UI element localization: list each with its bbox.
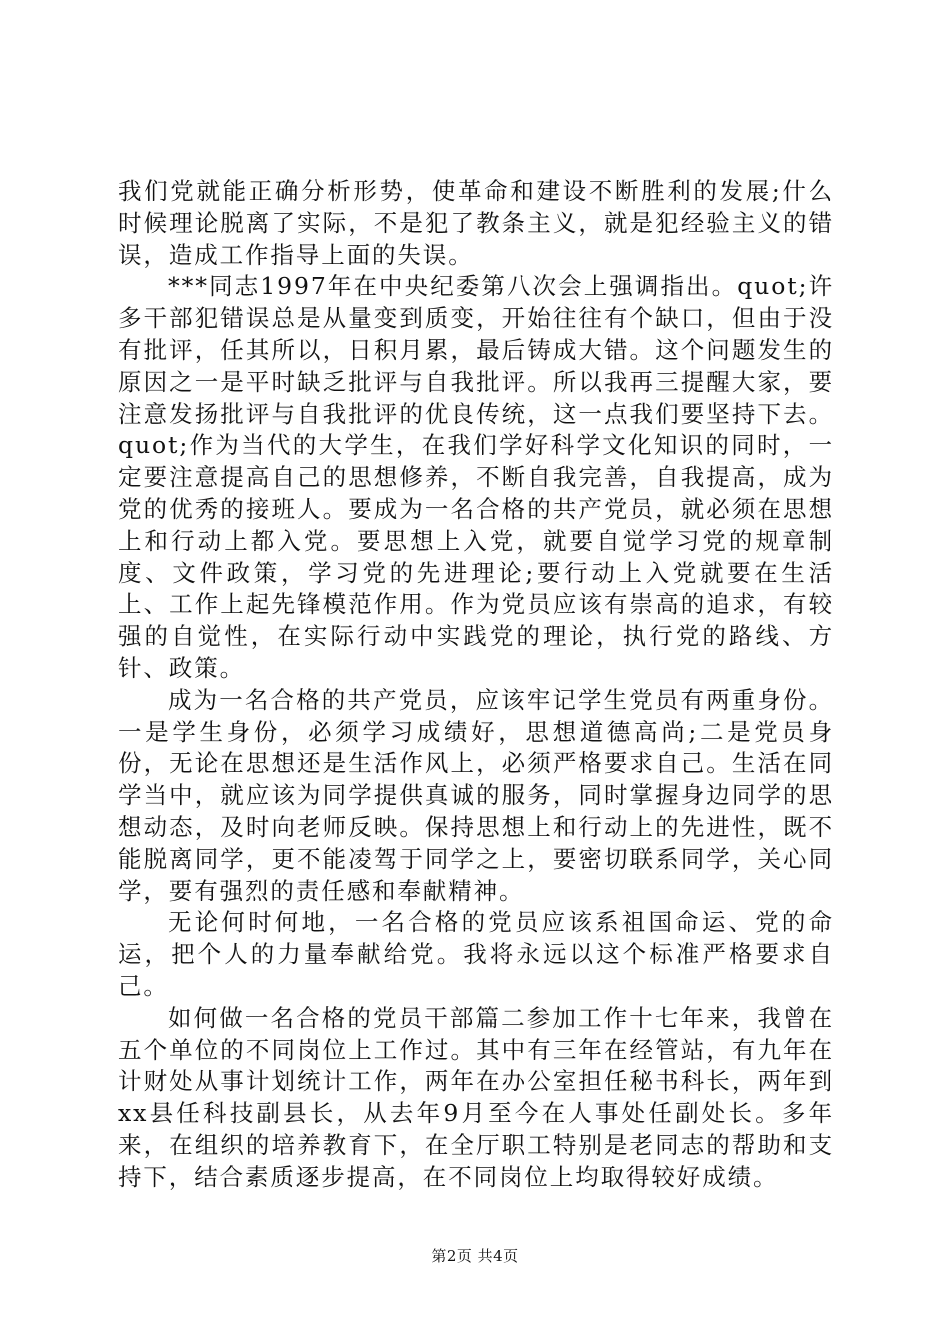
paragraph-student-member: 成为一名合格的共产党员，应该牢记学生党员有两重身份。一是学生身份，必须学习成绩好，思想道德高尚;二是党员身份，无论在思想还是生活作风上，必须严格要求自己。生活在同学当中，就应该为同学提供真诚的服务，同时掌握身边同学的思想动态，及时向老师反映。保持思想上和行动上的先进性，既不能脱离同学，更不能凌驾于同学之上，要密切联系同学，关心同学，要有强烈的责任感和奉献精神。 bbox=[118, 685, 834, 905]
paragraph-commitment: 无论何时何地，一名合格的党员应该系祖国命运、党的命运，把个人的力量奉献给党。我将永远以这个标准严格要求自己。 bbox=[118, 908, 834, 1000]
page-number-footer: 第2页 共4页 bbox=[431, 1247, 519, 1265]
document-body bbox=[118, 176, 834, 1194]
paragraph-article-two: 如何做一名合格的党员干部篇二参加工作十七年来，我曾在五个单位的不同岗位上工作过。其中有三年在经管站，有九年在计财处从事计划统计工作，两年在办公室担任秘书科长，两年到xx县任科技副县长，从去年9月至今在人事处任副处长。多年来，在组织的培养教育下，在全厅职工特别是老同志的帮助和支持下，结合素质逐步提高，在不同岗位上均取得较好成绩。 bbox=[118, 1003, 834, 1191]
paragraph-continuation: 我们党就能正确分析形势，使革命和建设不断胜利的发展;什么时候理论脱离了实际，不是犯了教条主义，就是犯经验主义的错误，造成工作指导上面的失误。 bbox=[118, 177, 834, 269]
paragraph-quote: ***同志1997年在中央纪委第八次会上强调指出。quot;许多干部犯错误总是从量变到质变，开始往往有个缺口，但由于没有批评，任其所以，日积月累，最后铸成大错。这个问题发生的原因之一是平时缺乏批评与自我批评。所以我再三提醒大家，要注意发扬批评与自我批评的优良传统，这一点我们要坚持下去。quot;作为当代的大学生，在我们学好科学文化知识的同时，一定要注意提高自己的思想修养，不断自我完善，自我提高，成为党的优秀的接班人。要成为一名合格的共产党员，就必须在思想上和行动上都入党。要思想上入党，就要自觉学习党的规章制度、文件政策，学习党的先进理论;要行动上入党就要在生活上、工作上起先锋模范作用。作为党员应该有崇高的追求，有较强的自觉性，在实际行动中实践党的理论，执行党的路线、方针、政策。 bbox=[118, 272, 834, 682]
